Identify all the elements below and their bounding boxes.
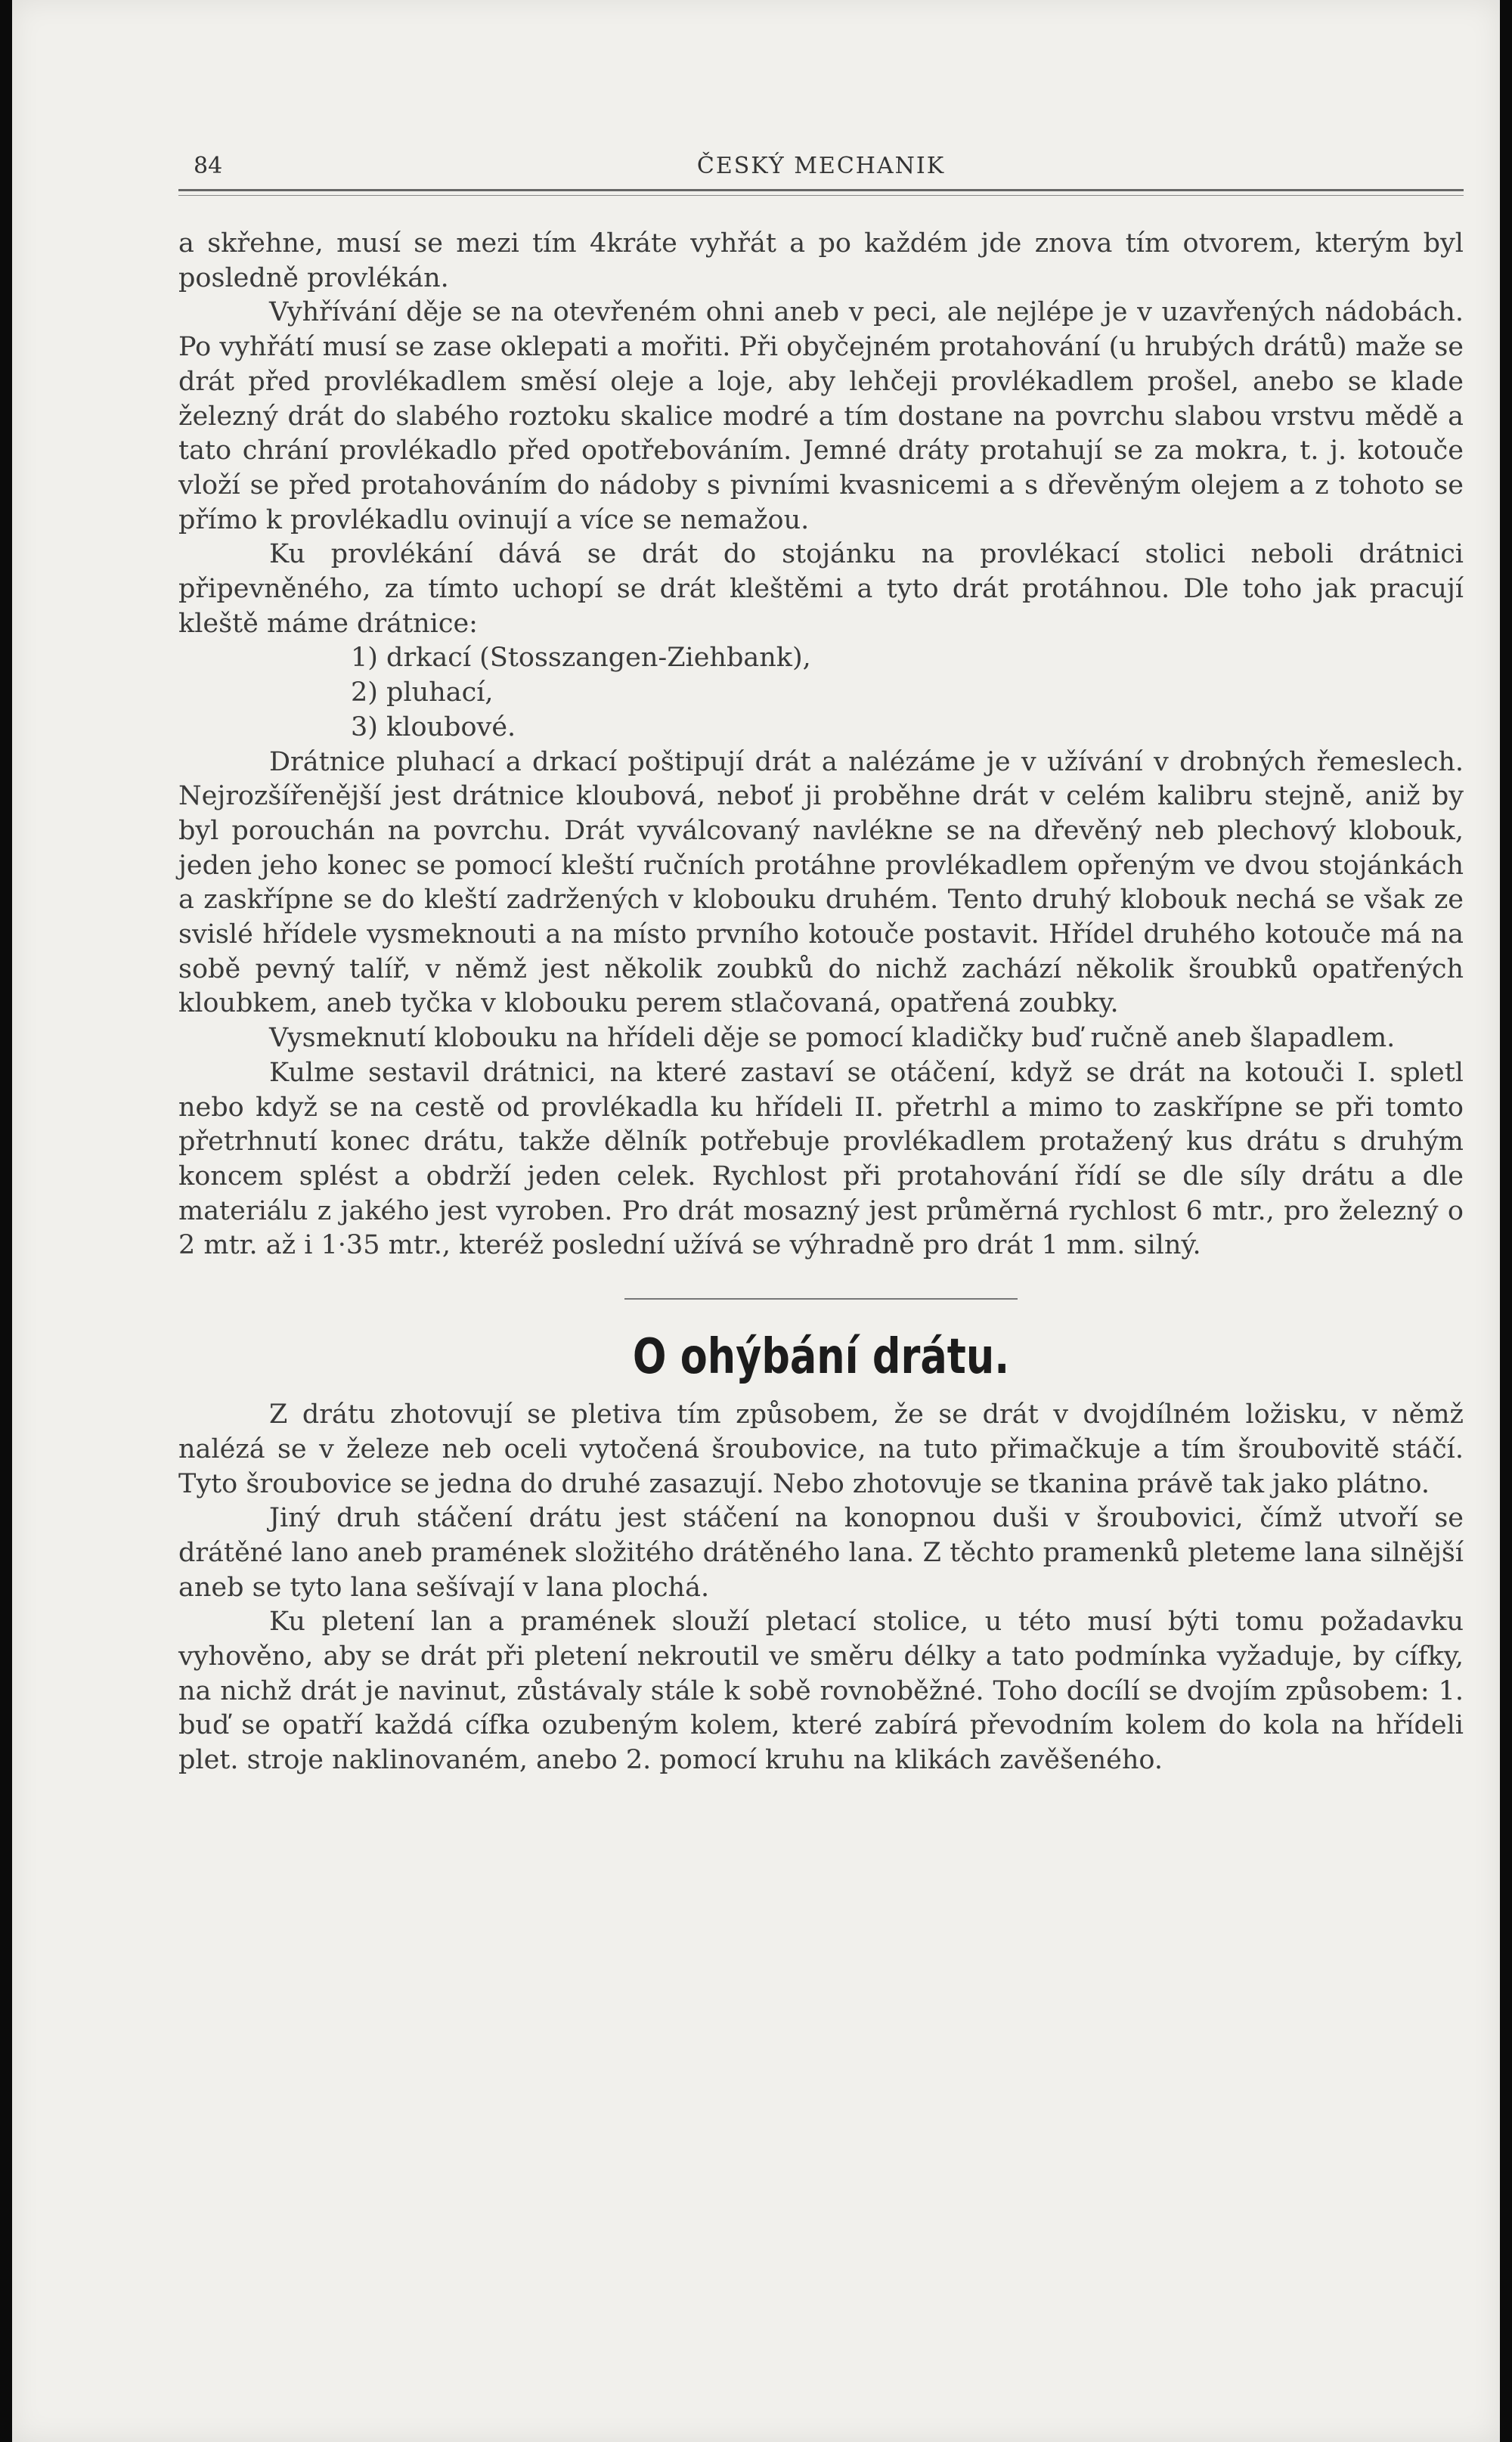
paragraph: Ku provlékání dává se drát do stojánku na provlékací stolici neboli drátnici připevněného, za tímto uchopí se drát kleštěmi a tyto drát protáhnou. Dle toho jak pracují kleště máme drátnice: (178, 539, 1464, 639)
paragraph: Drátnice pluhací a drkací poštipují drát a nalézáme je v užívání v drobných řemeslech. Nejrozšířenější jest drátnice kloubová, neboť ji proběhne drát v celém kalibru stejně, aniž by byl porouchán na povrchu. Drát vyválcovaný navlékne se na dřevěný neb plechový klobouk, jeden jeho konec se pomocí kleští ručních protáhne provlékadlem opřeným ve dvou stojánkách a zaskřípne se do kleští zadržených v klobouku druhém. Tento druhý klobouk nechá se však ze svislé hřídele vysmeknouti a na místo prvního kotouče postavit. Hřídel druhého kotouče má na sobě pevný talíř, v němž jest několik zoubků do nichž zachází několik šroubků opatřených kloubkem, aneb tyčka v klobouku perem stlačovaná, opatřená zoubky. (178, 746, 1464, 1019)
paragraph: Kulme sestavil drátnici, na které zastaví se otáčení, když se drát na kotouči I. spletl nebo když se na cestě od provlékadla ku hřídeli II. přetrhl a mimo to zaskřípne se při tomto přetrhnutí konec drátu, takže dělník potřebuje provlékadlem protažený kus drátu s druhým koncem splést a obdrží jeden celek. Rychlost při protahování řídí se dle síly drátu a dle materiálu z jakého jest vyroben. Pro drát mosazný jest průměrná rychlost 6 mtr., pro železný o 2 mtr. až i 1·35 mtr., kteréž poslední užívá se výhradně pro drát 1 mm. silný. (178, 1057, 1464, 1261)
paragraph: Jiný druh stáčení drátu jest stáčení na konopnou duši v šroubovici, čímž utvoří se drátěné lano aneb pramének složitého drátěného lana. Z těchto pramenků pleteme lana silnější aneb se tyto lana sešívají v lana plochá. (178, 1503, 1464, 1603)
drawbench-types-list (178, 641, 1464, 745)
paragraph: Vysmeknutí klobouku na hřídeli děje se pomocí kladičky buď ručně aneb šlapadlem. (269, 1023, 1396, 1054)
list-item: 3) kloubové. (351, 711, 516, 742)
paragraph: Vyhřívání děje se na otevřeném ohni aneb v peci, ale nejlépe je v uzavřených nádobách. Po vyhřátí musí se zase oklepati a mořiti. Při obyčejném protahování (u hrubých drátů) maže se drát před provlékadlem směsí oleje a loje, aby lehčeji provlékadlem prošel, anebo se klade železný drát do slabého roztoku skalice modré a tím dostane na povrchu slabou vrstvu mědě a tato chrání provlékadlo před opotřebováním. Jemné dráty protahují se za mokra, t. j. kotouče vloží se před protahováním do nádoby s pivními kvasnicemi a s dřevěným olejem a z tohoto se přímo k provlékadlu ovinují a více se nemažou. (178, 297, 1464, 535)
page (12, 0, 1500, 2442)
section-divider (624, 1298, 1018, 1300)
list-item: 2) pluhací, (351, 677, 494, 708)
header-rule (178, 189, 1464, 191)
section-title: O ohýbání drátu. (632, 1329, 1010, 1386)
paragraph: a skřehne, musí se mezi tím 4kráte vyhřát a po každém jde znova tím otvorem, kterým byl posledně provlékán. (178, 228, 1464, 293)
paragraph: Ku pletení lan a pramének slouží pletací stolice, u této musí býti tomu požadavku vyhověno, aby se drát při pletení nekroutil ve směru délky a tato podmínka vyžaduje, by cífky, na nichž drát je navinut, zůstávaly stále k sobě rovnoběžné. Toho docílí se dvojím způsobem: 1. buď se opatří každá cífka ozubeným kolem, které zabírá převodním kolem do kola na hřídeli plet. stroje naklinovaném, anebo 2. pomocí kruhu na klikách zavěšeného. (178, 1607, 1464, 1776)
page-header (178, 144, 1464, 189)
running-title: ČESKÝ MECHANIK (696, 153, 946, 179)
article-body (178, 227, 1464, 1778)
paragraph: Z drátu zhotovují se pletiva tím způsobem, že se drát v dvojdílném ložisku, v němž nalézá se v železe neb oceli vytočená šroubovice, na tuto přimačkuje a tím šroubovitě stáčí. Tyto šroubovice se jedna do druhé zasazují. Nebo zhotovuje se tkanina právě tak jako plátno. (178, 1399, 1464, 1499)
page-number: 84 (194, 153, 223, 179)
list-item: 1) drkací (Stosszangen-Ziehbank), (351, 643, 811, 674)
header-rule-thin (178, 195, 1464, 196)
